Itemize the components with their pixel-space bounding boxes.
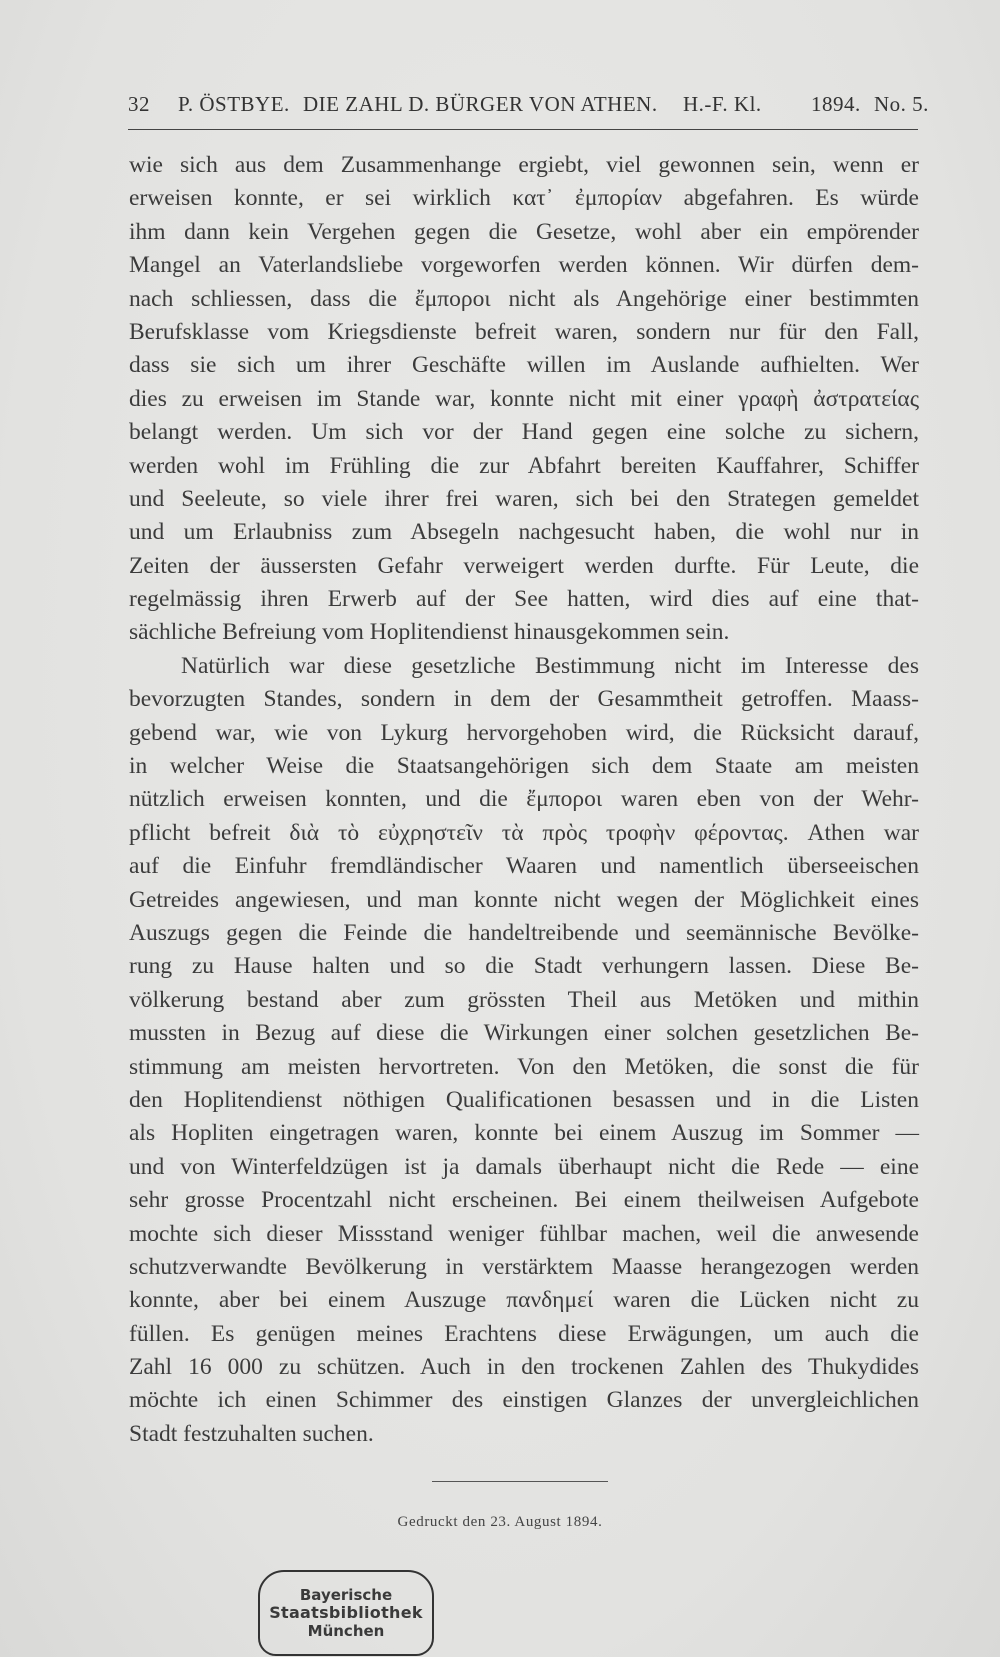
header-series: H.-F. Kl.: [683, 92, 762, 116]
paragraph-end-line: sächliche Befreiung vom Hoplitendienst hinausgekommen sein.: [129, 619, 730, 646]
text-line: völkerung bestand aber zum grössten Theil aus Metöken und mithin: [129, 986, 919, 1013]
text-line: Mangel an Vaterlandsliebe vorgeworfen werden können. Wir dürfen dem-: [129, 252, 919, 279]
text-line: Zeiten der äussersten Gefahr verweigert werden durfte. Für Leute, die: [129, 552, 919, 579]
text-line: in welcher Weise die Staatsangehörigen sich dem Staate am meisten: [129, 753, 919, 780]
text-line: Auszugs gegen die Feinde die handeltreibende und seemännische Bevölke-: [129, 919, 919, 946]
text-line: möchte ich einen Schimmer des einstigen Glanzes der unvergleichlichen: [129, 1387, 919, 1414]
text-line: Berufsklasse vom Kriegsdienste befreit waren, sondern nur für den Fall,: [129, 318, 919, 345]
text-line: konnte, aber bei einem Auszuge πανδημεί waren die Lücken nicht zu: [129, 1287, 919, 1314]
text-line: füllen. Es genügen meines Erachtens diese Erwägungen, um auch die: [129, 1320, 919, 1347]
text-line: und Seeleute, so viele ihrer frei waren, sich bei den Strategen gemeldet: [129, 485, 919, 512]
header-rule: [128, 129, 918, 130]
text-line: und von Winterfeldzügen ist ja damals überhaupt nicht die Rede — eine: [129, 1153, 919, 1180]
header-title: DIE ZAHL D. BÜRGER VON ATHEN.: [303, 92, 658, 116]
text-line: dies zu erweisen im Stande war, konnte nicht mit einer γραφὴ ἀστρατείας: [129, 385, 919, 412]
text-line: auf die Einfuhr fremdländischer Waaren und namentlich überseeischen: [129, 853, 919, 880]
stamp-line: Bayerische: [299, 1586, 393, 1604]
text-line: stimmung am meisten hervortreten. Von den Metöken, die sonst die für: [129, 1053, 919, 1080]
text-line: und um Erlaubniss zum Absegeln nachgesucht haben, die wohl nur in: [129, 519, 919, 546]
text-line: den Hoplitendienst nöthigen Qualificationen besassen und in die Listen: [129, 1086, 919, 1113]
text-line: gebend war, wie von Lykurg hervorgehoben wird, die Rücksicht darauf,: [129, 719, 919, 746]
text-line: sehr grosse Procentzahl nicht erscheinen. Bei einem theilweisen Aufgebote: [129, 1187, 919, 1214]
printed-date: Gedruckt den 23. August 1894.: [397, 1514, 603, 1530]
text-line: nützlich erweisen konnten, und die ἔμποροι waren eben von der Wehr-: [129, 786, 919, 813]
text-line: Zahl 16 000 zu schützen. Auch in den trockenen Zahlen des Thukydides: [129, 1354, 919, 1381]
text-line: mussten in Bezug auf diese die Wirkungen einer solchen gesetzlichen Be-: [129, 1020, 919, 1047]
end-rule: [432, 1481, 608, 1482]
header-year: 1894.: [811, 92, 861, 116]
text-line: rung zu Hause halten und so die Stadt verhungern lassen. Diese Be-: [129, 953, 919, 980]
text-line: bevorzugten Standes, sondern in dem der Gesammtheit getroffen. Maass-: [129, 686, 919, 713]
text-line: werden wohl im Frühling die zur Abfahrt bereiten Kauffahrer, Schiffer: [129, 452, 919, 479]
page-number: 32: [128, 92, 150, 116]
paragraph-start-line: Natürlich war diese gesetzliche Bestimmung nicht im Interesse des: [181, 652, 919, 679]
text-line: belangt werden. Um sich vor der Hand gegen eine solche zu sichern,: [129, 419, 919, 446]
library-stamp: [258, 1570, 434, 1656]
text-line: Getreides angewiesen, und man konnte nicht wegen der Möglichkeit eines: [129, 886, 919, 913]
text-line: als Hopliten eingetragen waren, konnte bei einem Auszug im Sommer —: [129, 1120, 919, 1147]
text-line: erweisen konnte, er sei wirklich κατ᾽ ἐμπορίαν abgefahren. Es würde: [129, 185, 919, 212]
text-line: dass sie sich um ihrer Geschäfte willen im Auslande aufhielten. Wer: [129, 352, 919, 379]
text-line: ihm dann kein Vergehen gegen die Gesetze, wohl aber ein empörender: [129, 218, 919, 245]
header-author: P. ÖSTBYE.: [178, 92, 290, 116]
text-line: mochte sich dieser Missstand weniger fühlbar machen, weil die anwesende: [129, 1220, 919, 1247]
text-line: schutzverwandte Bevölkerung in verstärktem Maasse herangezogen werden: [129, 1253, 919, 1280]
text-line: regelmässig ihren Erwerb auf der See hatten, wird dies auf eine that-: [129, 586, 919, 613]
header-number: No. 5.: [874, 92, 929, 116]
body-text: [129, 149, 919, 1451]
paragraph-end-line: Stadt festzuhalten suchen.: [129, 1420, 374, 1447]
running-header: [128, 92, 929, 122]
text-line: pflicht befreit διὰ τὸ εὐχρηστεῖν τὰ πρὸς τροφὴν φέροντας. Athen war: [129, 819, 919, 846]
stamp-line: München: [307, 1622, 385, 1640]
stamp-line: Staatsbibliothek: [269, 1603, 423, 1622]
text-line: nach schliessen, dass die ἔμποροι nicht als Angehörige einer bestimmten: [129, 285, 919, 312]
text-line: wie sich aus dem Zusammenhange ergiebt, viel gewonnen sein, wenn er: [129, 152, 919, 178]
